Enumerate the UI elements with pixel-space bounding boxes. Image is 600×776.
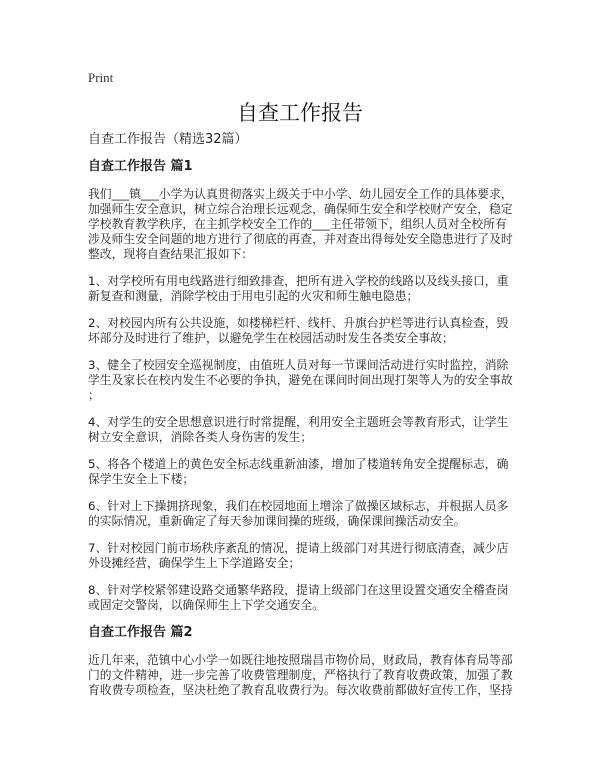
paragraph xyxy=(88,316,528,346)
paragraph-line: ； xyxy=(88,388,100,402)
paragraph-line: 树立安全意识，消除各类人身伤害的发生； xyxy=(88,430,313,444)
paragraph xyxy=(88,358,528,403)
paragraph xyxy=(88,457,528,487)
paragraph xyxy=(88,499,528,529)
paragraph-line: 我们___镇___小学为认真贯彻落实上级关于中小学、幼儿园安全工作的具体要求， xyxy=(88,187,513,201)
document-subtitle: 自查工作报告（精选32篇） xyxy=(88,132,248,147)
paragraph xyxy=(88,415,528,445)
paragraph-line: 6、针对上下操拥挤现象，我们在校园地面上增涂了做操区域标志，并根据人员多 xyxy=(88,499,509,513)
paragraph-line: 4、对学生的安全思想意识进行时常提醒，利用安全主题班会等教育形式，让学生 xyxy=(88,415,509,429)
paragraph-line: 1、对学校所有用电线路进行细致排查，把所有进入学校的线路以及线头接口，重 xyxy=(88,274,509,288)
paragraph-line: 学生及家长在校内发生不必要的争执，避免在课间时间出现打架等人为的安全事故 xyxy=(88,373,513,387)
paragraph-line: 7、针对校园门前市场秩序紊乱的情况，提请上级部门对其进行彻底清查，减少店 xyxy=(88,541,509,555)
paragraph-line: 或固定交警岗，以确保师生上下学交通安全。 xyxy=(88,598,324,612)
paragraph-line: 外设摊经营，确保学生上下学道路安全； xyxy=(88,556,301,570)
paragraph xyxy=(88,541,528,571)
document-body xyxy=(88,132,528,710)
paragraph-line: 5、将各个楼道上的黄色安全标志线重新油漆，增加了楼道转角安全提醒标志，确 xyxy=(88,457,509,471)
page-title: 自查工作报告 xyxy=(237,101,363,125)
section-heading: 自查工作报告 篇1 xyxy=(88,159,193,174)
paragraph-line: 近几年来，范镇中心小学一如既往地按照瑞昌市物价局，财政局，教育体育局等部 xyxy=(88,653,513,667)
paragraph xyxy=(88,653,528,698)
paragraph-line: 保学生安全上下楼； xyxy=(88,472,195,486)
paragraph xyxy=(88,274,528,304)
paragraph-line: 整改，现将自查结果汇报如下： xyxy=(88,247,254,261)
paragraph-line: 门的文件精神，进一步完善了收费管理制度，严格执行了教育收费政策，加强了教 xyxy=(88,668,513,682)
paragraph-line: 加强师生安全意识，树立综合治理长远观念，确保师生安全和学校财产安全，稳定 xyxy=(88,202,513,216)
paragraph xyxy=(88,583,528,613)
paragraph-line: 育收费专项检查，坚决杜绝了教育乱收费行为。每次收费前都做好宣传工作，坚持 xyxy=(88,683,513,697)
paragraph xyxy=(88,187,528,262)
paragraph-line: 8、针对学校紧邻建设路交通繁华路段，提请上级部门在这里设置交通安全稽查岗 xyxy=(88,583,509,597)
paragraph-line: 3、健全了校园安全巡视制度，由值班人员对每一节课间活动进行实时监控，消除 xyxy=(88,358,509,372)
paragraph-line: 2、对校园内所有公共设施，如楼梯栏杆、线杆、升旗台护栏等进行认真检查，毁 xyxy=(88,316,509,330)
print-link[interactable]: Print xyxy=(88,70,114,85)
paragraph-line: 的实际情况，重新确定了每天参加课间操的班级，确保课间操活动安全。 xyxy=(88,514,466,528)
paragraph-line: 坏部分及时进行了维护，以避免学生在校园活动时发生各类安全事故； xyxy=(88,331,454,345)
paragraph-line: 学校教育教学秩序，在主抓学校安全工作的___主任带领下，组织人员对全校所有 xyxy=(88,217,507,231)
paragraph-line: 新复查和测量，消除学校由于用电引起的火灾和师生触电隐患； xyxy=(88,289,419,303)
paragraph-line: 涉及师生安全问题的地方进行了彻底的再查，并对查出得每处安全隐患进行了及时 xyxy=(88,232,513,246)
section-heading: 自查工作报告 篇2 xyxy=(88,625,193,640)
